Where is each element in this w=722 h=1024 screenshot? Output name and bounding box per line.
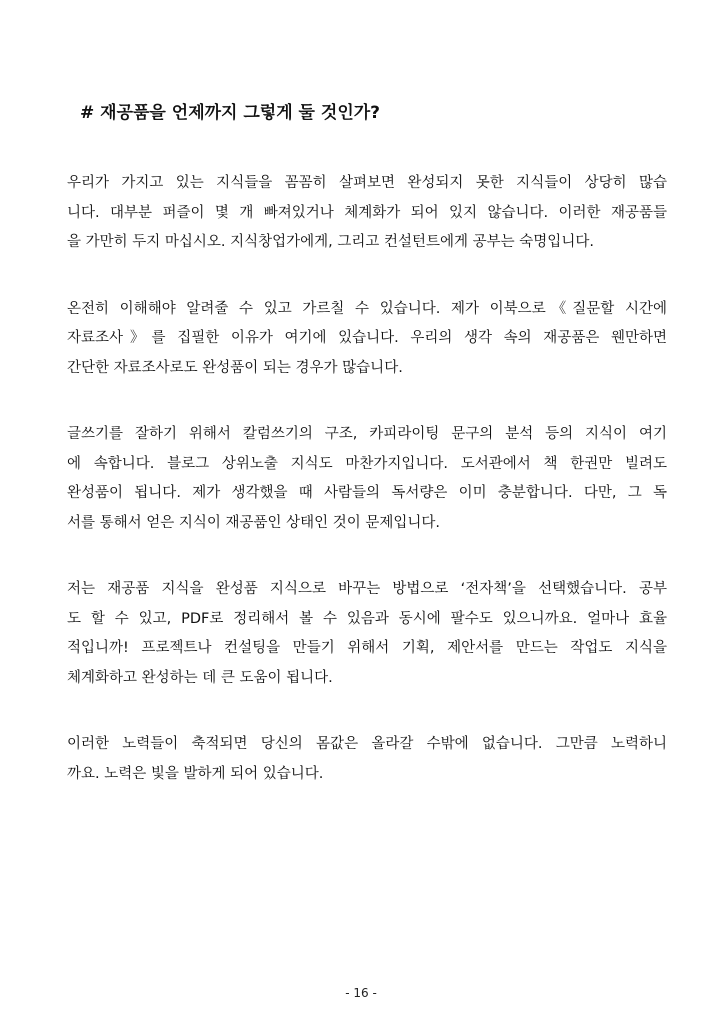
body-text — [67, 169, 667, 826]
text-line: 자료조사》를 집필한 이유가 여기에 있습니다. 우리의 생각 속의 재공품은 웬만하면 — [67, 330, 667, 346]
section-heading: # 재공품을 언제까지 그렇게 둘 것인가? — [80, 103, 381, 123]
page-number: - 16 - — [345, 986, 377, 1000]
paragraph — [67, 420, 667, 538]
paragraph — [67, 169, 667, 258]
text-line: 우리가 가지고 있는 지식들을 꼼꼼히 살펴보면 완성되지 못한 지식들이 상당히 많습 — [67, 175, 667, 191]
text-line: 이러한 노력들이 축적되면 당신의 몸값은 올라갈 수밖에 없습니다. 그만큼 노력하니 — [67, 736, 667, 752]
text-line: 서를 통해서 얻은 지식이 재공품인 상태인 것이 문제입니다. — [67, 514, 441, 531]
text-line: 적입니까! 프로젝트나 컨설팅을 만들기 위해서 기획, 제안서를 만드는 작업도 지식을 — [67, 640, 667, 656]
text-line: 간단한 자료조사로도 완성품이 되는 경우가 많습니다. — [67, 359, 403, 376]
text-line: 을 가만히 두지 마십시오. 지식창업가에게, 그리고 컨설턴트에게 공부는 숙명입니다. — [67, 234, 594, 250]
text-line: 까요. 노력은 빛을 발하게 되어 있습니다. — [67, 765, 324, 782]
text-line: 에 속합니다. 블로그 상위노출 지식도 마찬가지입니다. 도서관에서 책 한권만 빌려도 — [67, 455, 667, 472]
paragraph — [67, 295, 667, 384]
text-line: 니다. 대부분 퍼즐이 몇 개 빠져있거나 체계화가 되어 있지 않습니다. 이러한 재공품들 — [67, 204, 667, 221]
paragraph — [67, 575, 667, 693]
text-line: 완성품이 됩니다. 제가 생각했을 때 사람들의 독서량은 이미 충분합니다. 다만, 그 독 — [67, 485, 667, 501]
paragraph — [67, 730, 667, 789]
text-line: 체계화하고 완성하는 데 큰 도움이 됩니다. — [67, 669, 333, 686]
text-line: 도 할 수 있고, PDF로 정리해서 볼 수 있음과 동시에 팔수도 있으니까요. 얼마나 효율 — [67, 610, 667, 627]
text-line: 글쓰기를 잘하기 위해서 칼럼쓰기의 구조, 카피라이팅 문구의 분석 등의 지식이 여기 — [67, 426, 667, 442]
text-line: 온전히 이해해야 알려줄 수 있고 가르칠 수 있습니다. 제가 이북으로《질문할 시간에 — [67, 300, 667, 317]
text-line: 저는 재공품 지식을 완성품 지식으로 바꾸는 방법으로 ‘전자책’을 선택했습니다. 공부 — [67, 581, 667, 597]
